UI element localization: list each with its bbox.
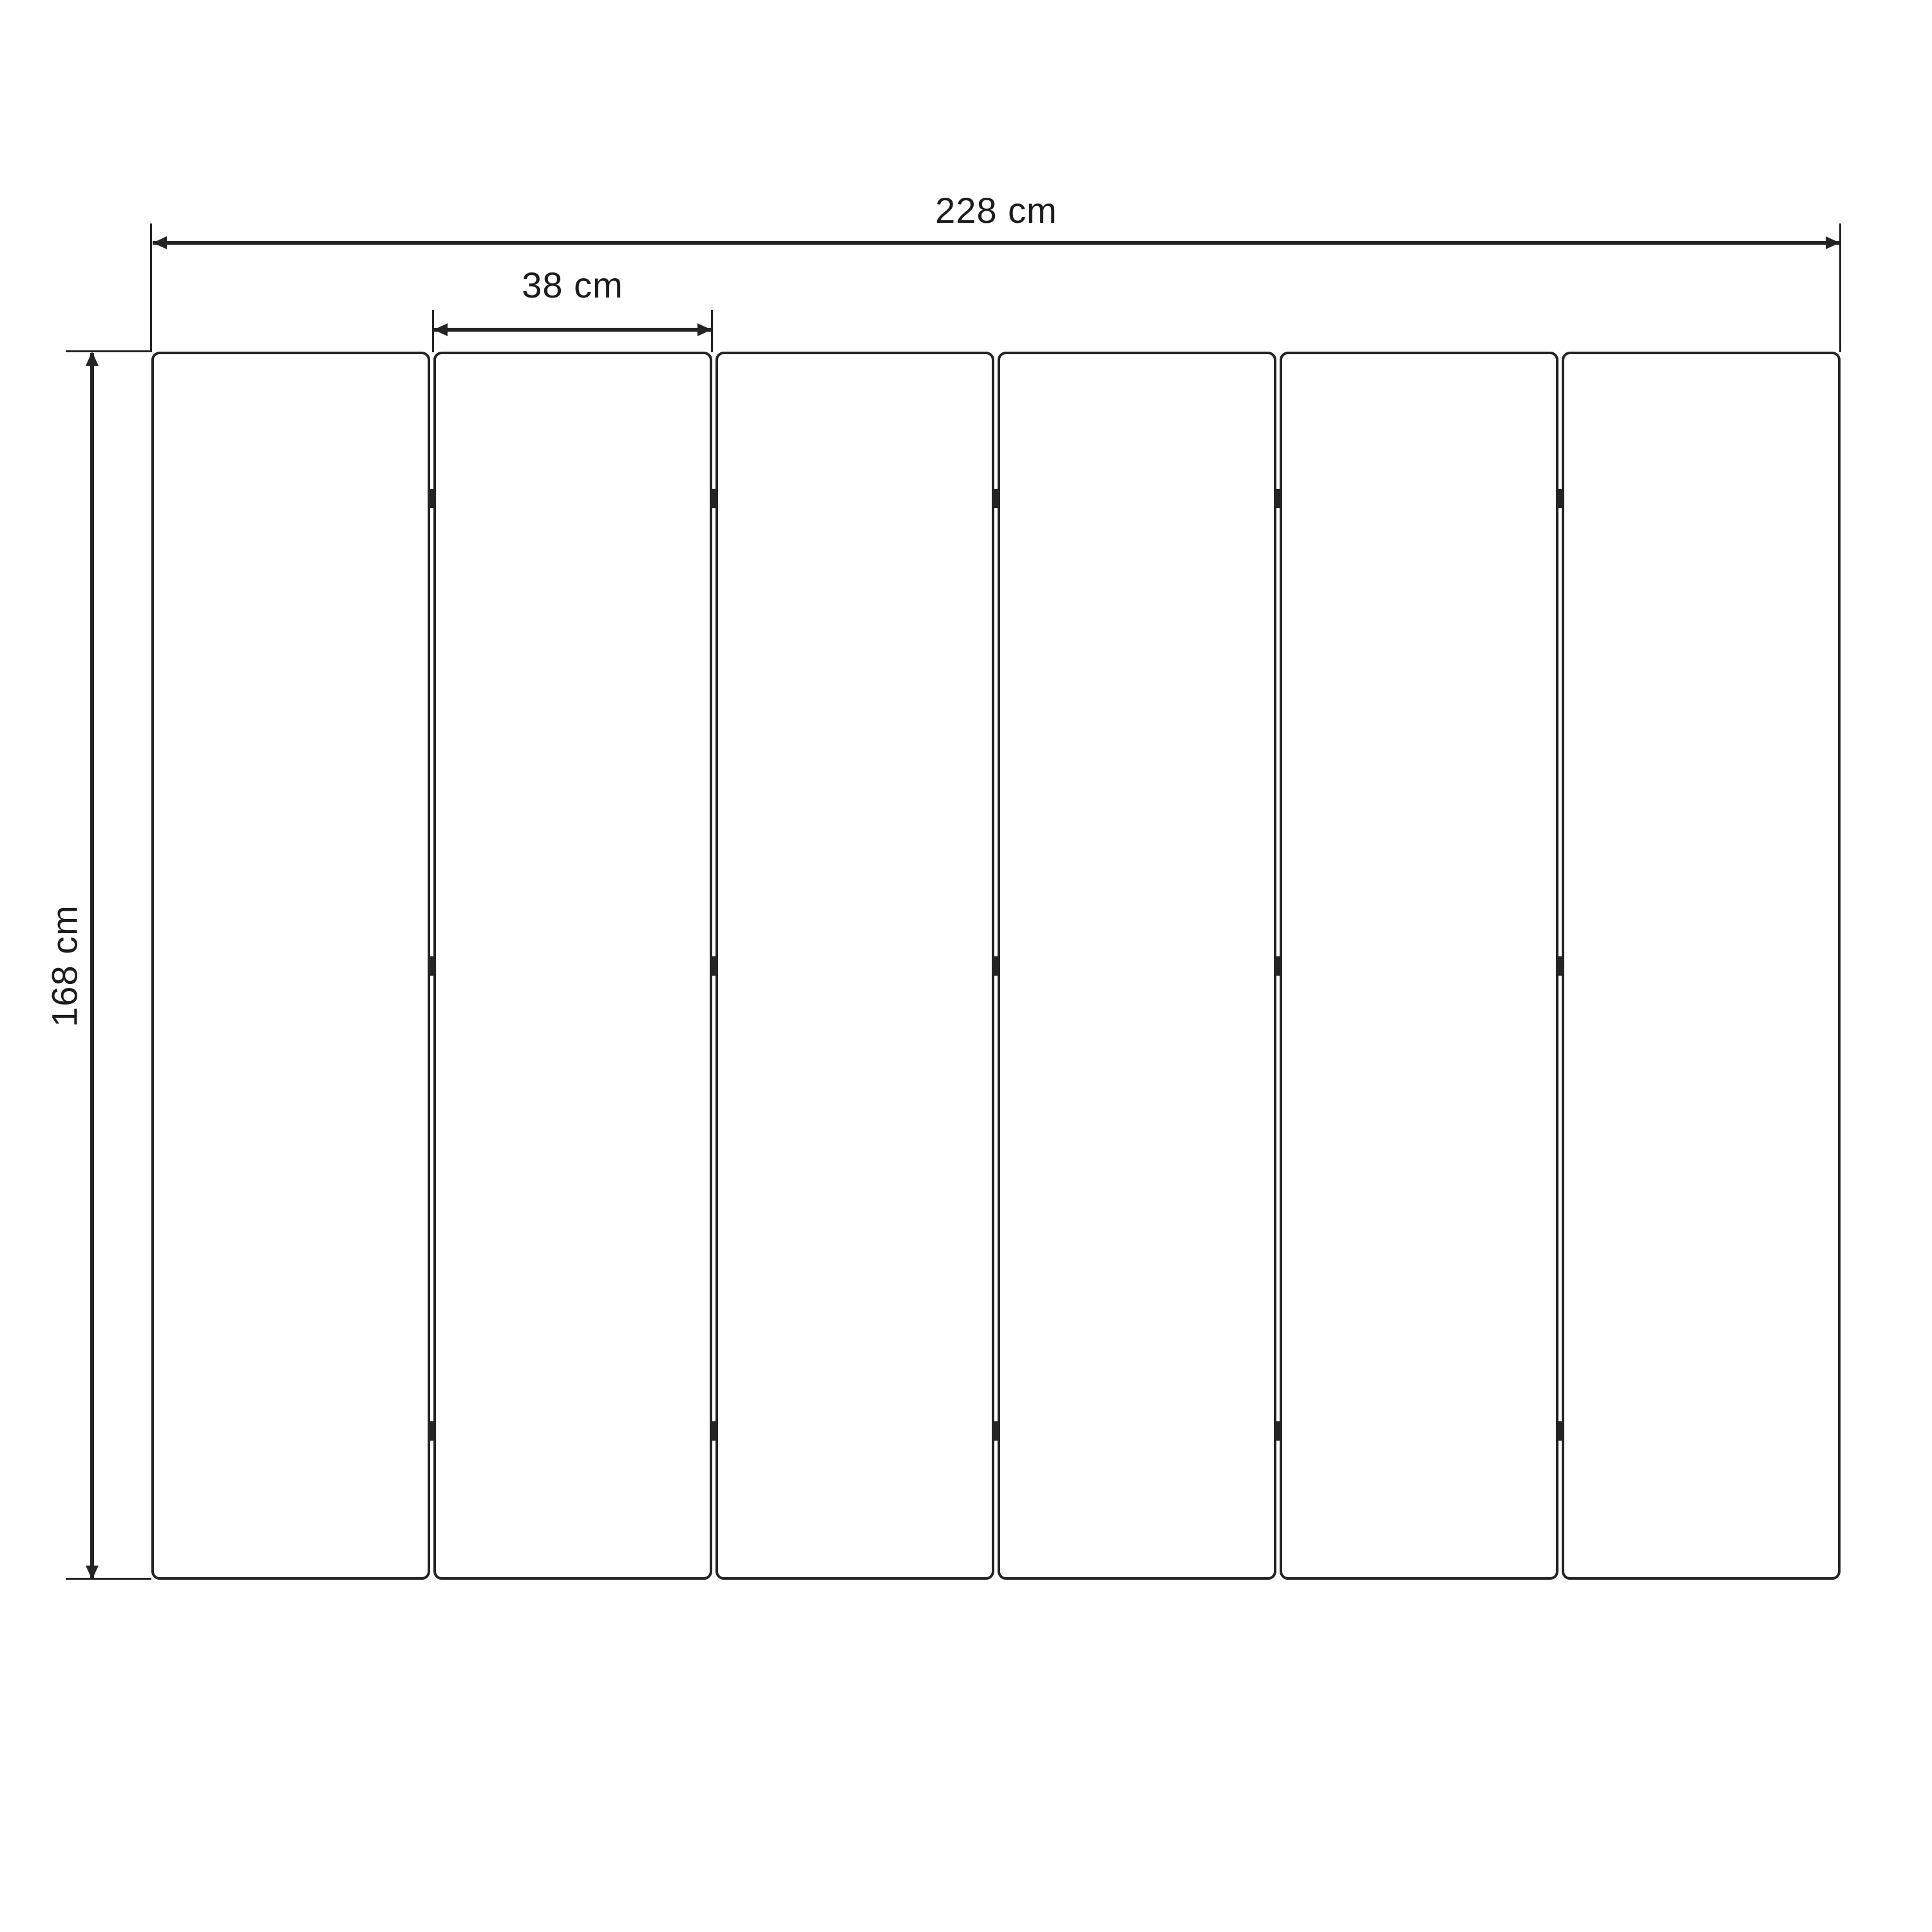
- total-width-arrow-left-icon: [153, 236, 167, 249]
- panels-area: [151, 352, 1841, 1580]
- hinge-mark: [710, 489, 718, 508]
- panel: [715, 352, 994, 1580]
- hinge-mark: [992, 1421, 1000, 1441]
- hinge-mark: [1556, 489, 1564, 508]
- height-label: 168 cm: [44, 905, 85, 1027]
- hinge-mark: [428, 956, 436, 976]
- hinge-mark: [1556, 956, 1564, 976]
- height-extension-line-bottom: [66, 1578, 151, 1580]
- panel: [433, 352, 712, 1580]
- height-dim-line: [90, 353, 94, 1580]
- height-extension-line-top: [66, 350, 151, 352]
- hinge-mark: [1556, 1421, 1564, 1441]
- panel-width-extension-line-right: [711, 310, 713, 352]
- panel-width-arrow-left-icon: [433, 323, 448, 336]
- hinge-mark: [992, 489, 1000, 508]
- hinge-mark: [710, 1421, 718, 1441]
- panel-width-arrow-right-icon: [697, 323, 712, 336]
- panel: [1280, 352, 1558, 1580]
- hinge-mark: [1274, 956, 1282, 976]
- panel: [151, 352, 430, 1580]
- hinge-mark: [992, 956, 1000, 976]
- total-width-arrow-right-icon: [1826, 236, 1840, 249]
- panel: [1562, 352, 1841, 1580]
- hinge-mark: [428, 1421, 436, 1441]
- panel-width-extension-line-left: [432, 310, 434, 352]
- total-width-label: 228 cm: [935, 190, 1057, 231]
- hinge-mark: [1274, 1421, 1282, 1441]
- panel-width-label: 38 cm: [522, 265, 623, 305]
- total-width-dim-line: [153, 241, 1840, 245]
- hinge-mark: [428, 489, 436, 508]
- total-width-extension-line-right: [1839, 223, 1841, 352]
- panel-width-dim-line: [433, 328, 712, 332]
- total-width-extension-line-left: [150, 223, 152, 352]
- panel: [998, 352, 1276, 1580]
- hinge-mark: [710, 956, 718, 976]
- height-arrow-down-icon: [86, 1566, 99, 1580]
- height-arrow-up-icon: [86, 352, 99, 366]
- hinge-mark: [1274, 489, 1282, 508]
